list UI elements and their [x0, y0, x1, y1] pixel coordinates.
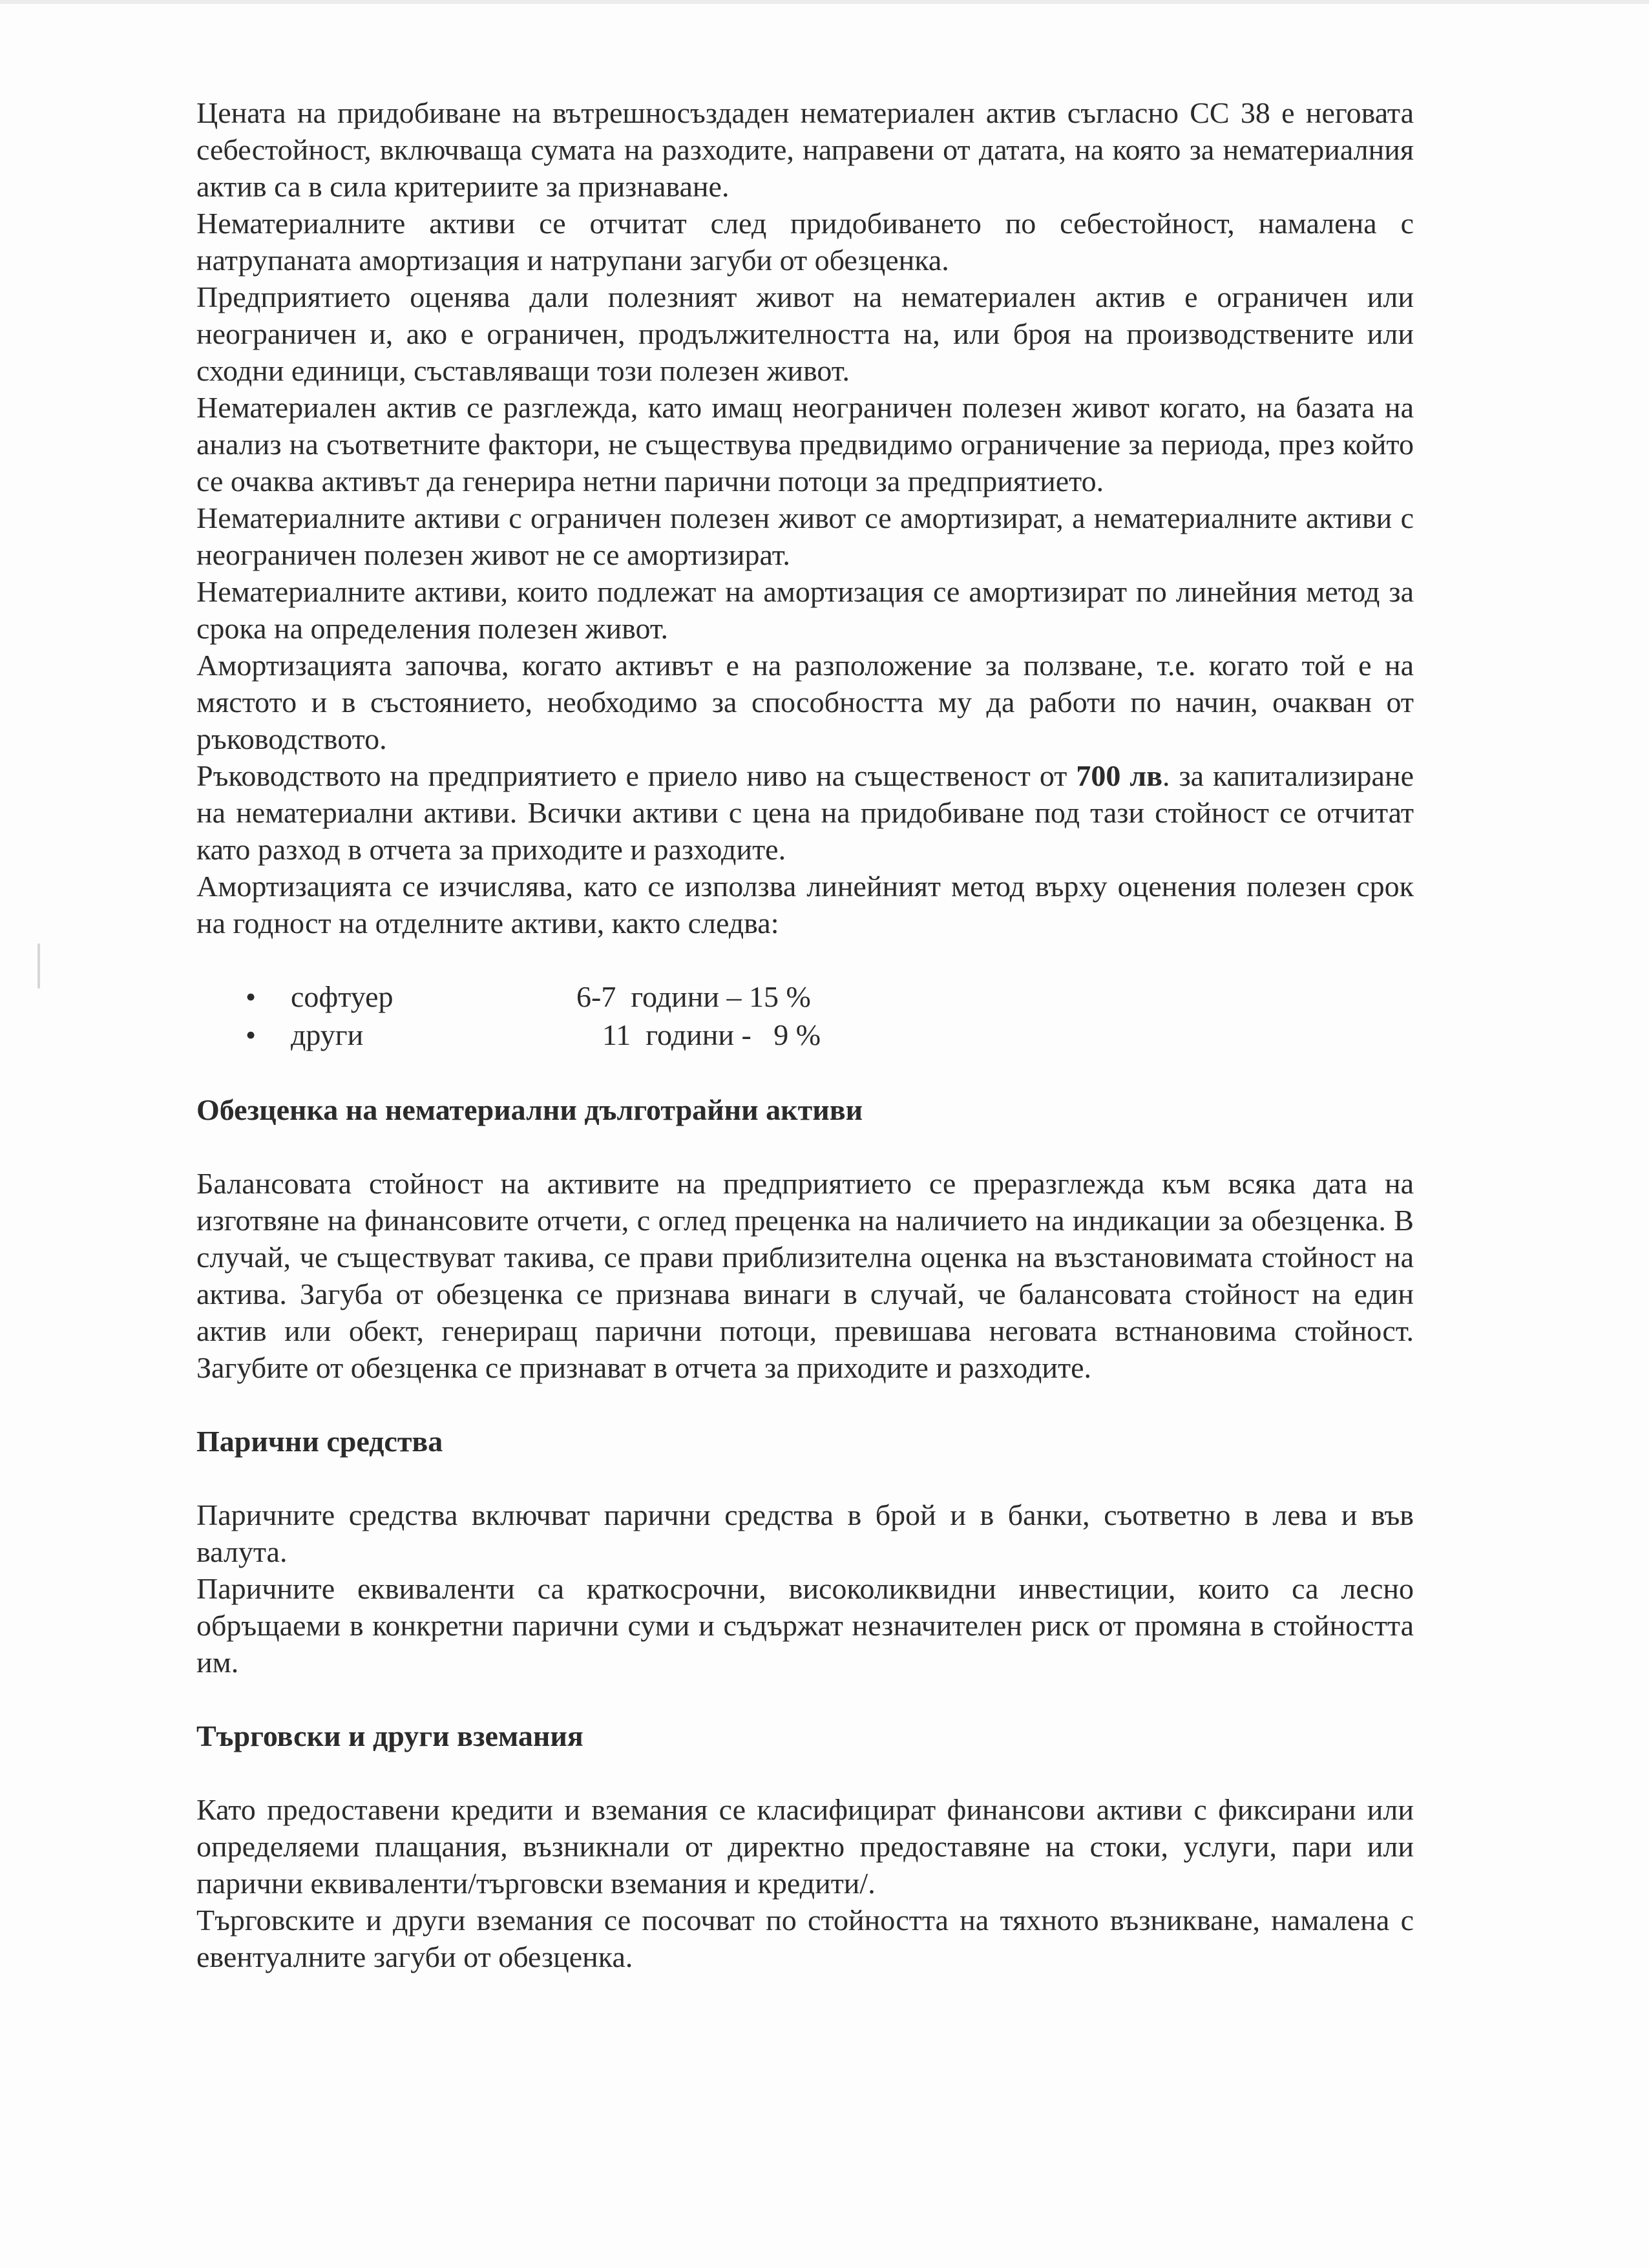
- paragraph-cash-equivalents: Паричните еквиваленти са краткосрочни, високоликвидни инвестиции, които са лесно обръщаеми в конкретни парични суми и съдържат незначителен риск от промяна в стойността им.: [196, 1572, 1414, 1679]
- asset-term: 6-7 години – 15 %: [576, 980, 811, 1013]
- spacer: [196, 1386, 1414, 1423]
- spacer: [196, 1681, 1414, 1717]
- paragraph-acquisition-cost: Цената на придобиване на вътрешносъздаден нематериален актив съгласно СС 38 е неговата себестойност, включваща сумата на разходите, направени от датата, на която за нематериалния актив са в сила критериите за признаване.: [196, 96, 1414, 203]
- paragraph-depreciation-intro: Амортизацията се изчислява, като се използва линейният метод върху оценения полезен срок на годност на отделните активи, както следва:: [196, 870, 1414, 940]
- heading-cash: Парични средства: [196, 1425, 443, 1458]
- spacer: [196, 1128, 1414, 1165]
- bullet-icon: •: [246, 980, 257, 1013]
- materiality-text-before: Ръководството на предприятието е приело ниво на същественост от: [196, 759, 1077, 792]
- paragraph-receivables-classification: Като предоставени кредити и вземания се класифицират финансови активи с фиксирани или определяеми плащания, възникнали от директно предоставяне на стоки, услуги, пари или парични еквиваленти/търговски вземания и кредити/.: [196, 1793, 1414, 1900]
- spacer: [196, 1055, 1414, 1091]
- paragraph-impairment: Балансовата стойност на активите на предприятието се преразглежда към всяка дата на изготвяне на финансовите отчети, с оглед преценка на наличието на индикации за обезценка. В случай, че съществуват такива, се прави приблизителна оценка на възстановимата стойност на актива. Загуба от обезценка се признава винаги в случай, че балансовата стойност на един актив или обект, генериращ парични потоци, превишава неговата встнановима стойност. Загубите от обезценка се признават в отчета за приходите и разходите.: [196, 1167, 1414, 1384]
- spacer: [196, 1754, 1414, 1791]
- asset-name: други: [291, 1018, 364, 1051]
- asset-life-list: [196, 978, 1414, 1055]
- list-item: [196, 1016, 1414, 1055]
- materiality-text-after: . за капитализиране на нематериални активи. Всички активи с цена на придобиване под тази стойност се отчитат като разход в отчета за приходите и разходите.: [196, 759, 1414, 866]
- paragraph-materiality: [196, 757, 1414, 868]
- asset-name: софтуер: [291, 980, 394, 1013]
- paragraph-indefinite-useful-life: Нематериален актив се разглежда, като имащ неограничен полезен живот когато, на базата на анализ на съответните фактори, не съществува предвидимо ограничение за периода, през който се очаква активът да генерира нетни парични потоци за предприятието.: [196, 391, 1414, 498]
- paragraph-subsequent-measurement: Нематериалните активи се отчитат след придобиването по себестойност, намалена с натрупаната амортизация и натрупани загуби от обезценка.: [196, 207, 1414, 277]
- paragraph-straight-line-method: Нематериалните активи, които подлежат на амортизация се амортизират по линейния метод за срока на определения полезен живот.: [196, 575, 1414, 645]
- heading-receivables: Търговски и други вземания: [196, 1719, 583, 1752]
- document-body: [196, 94, 1414, 1975]
- paragraph-receivables-measurement: Търговските и други вземания се посочват по стойността на тяхното възникване, намалена с евентуалните загуби от обезценка.: [196, 1904, 1414, 1973]
- bullet-icon: •: [246, 1018, 257, 1051]
- list-item: [196, 978, 1414, 1016]
- scan-top-edge: [0, 0, 1649, 4]
- asset-term: 11 години - 9 %: [602, 1018, 821, 1051]
- paragraph-useful-life-assessment: Предприятието оценява дали полезният живот на нематериален актив е ограничен или неограничен и, ако е ограничен, продължителността на, или броя на производствените или сходни единици, съставляващи този полезен живот.: [196, 280, 1414, 387]
- heading-impairment: Обезценка на нематериални дълготрайни активи: [196, 1093, 863, 1126]
- spacer: [196, 1460, 1414, 1496]
- paragraph-cash: Паричните средства включват парични средства в брой и в банки, съответно в лева и във валута.: [196, 1498, 1414, 1568]
- paragraph-amortization-start: Амортизацията започва, когато активът е на разположение за ползване, т.е. когато той е на мястото и в състоянието, необходимо за способността му да работи по начин, очакван от ръководството.: [196, 649, 1414, 755]
- paragraph-amortization-policy: Нематериалните активи с ограничен полезен живот се амортизират, а нематериалните активи с неограничен полезен живот не се амортизират.: [196, 501, 1414, 571]
- materiality-amount: 700 лв: [1076, 759, 1162, 792]
- scan-margin-mark: [37, 943, 40, 989]
- spacer: [196, 941, 1414, 978]
